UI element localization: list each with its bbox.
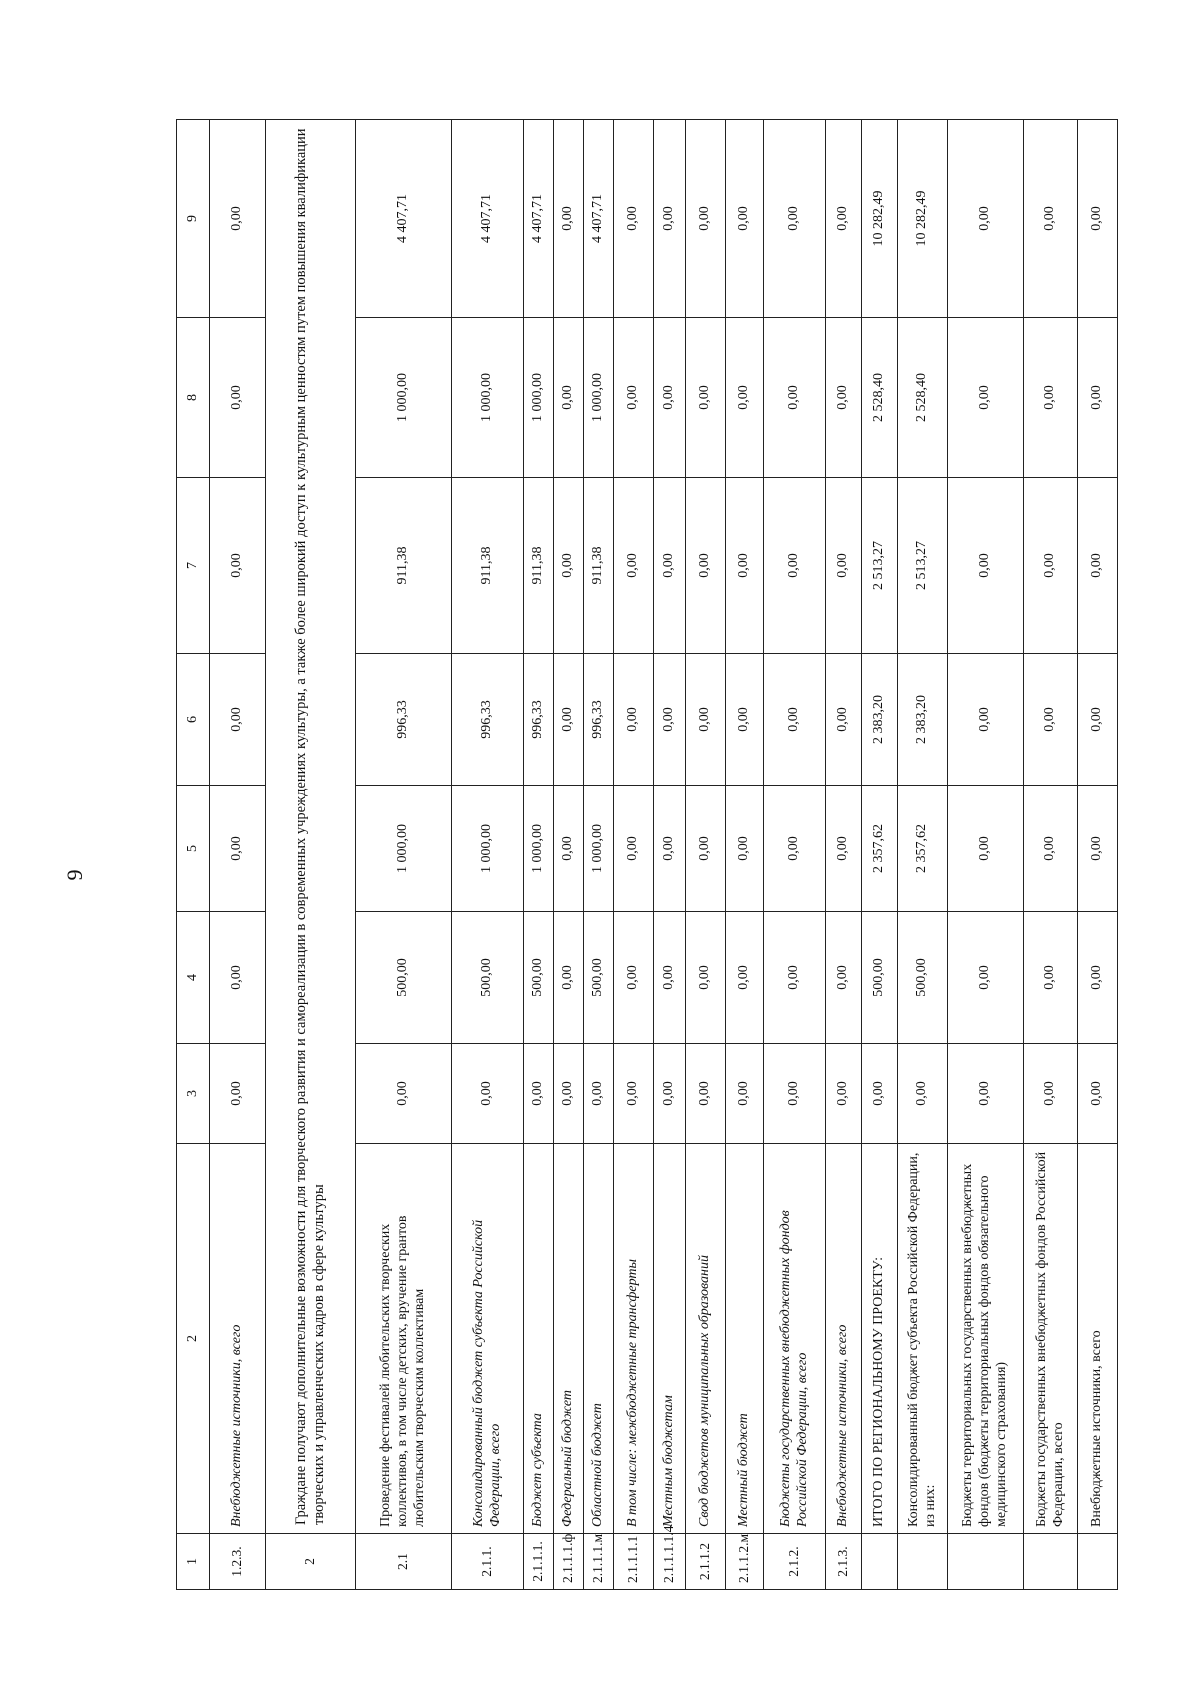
row-name: Бюджеты государственных внебюджетных фондов Российской Федерации, всего	[1024, 1144, 1078, 1534]
value-cell: 911,38	[452, 478, 524, 654]
value-cell: 1 000,00	[356, 318, 452, 478]
value-cell: 0,00	[826, 1044, 862, 1144]
row-code: 2.1.1.1.	[524, 1534, 554, 1590]
value-cell: 0,00	[726, 786, 764, 912]
value-cell: 0,00	[686, 1044, 726, 1144]
value-cell: 4 407,71	[584, 120, 614, 318]
value-cell: 0,00	[614, 478, 654, 654]
row-name: Местным бюджетам	[654, 1144, 686, 1534]
value-cell: 0,00	[210, 654, 266, 786]
row-name: Бюджеты государственных внебюджетных фондов Российской Федерации, всего	[764, 1144, 826, 1534]
value-cell: 0,00	[554, 1044, 584, 1144]
row-name: Проведение фестивалей любительских творческих коллективов, в том числе детских, вручение грантов любительским творческим коллективам	[356, 1144, 452, 1534]
value-cell: 0,00	[726, 318, 764, 478]
value-cell: 0,00	[1078, 318, 1118, 478]
row-code: 2.1	[356, 1534, 452, 1590]
value-cell: 911,38	[356, 478, 452, 654]
table-row	[356, 120, 452, 1590]
value-cell: 0,00	[826, 120, 862, 318]
header-cell: 9	[177, 120, 210, 318]
value-cell: 0,00	[614, 912, 654, 1044]
header-cell: 3	[177, 1044, 210, 1144]
table-row	[524, 120, 554, 1590]
value-cell: 0,00	[948, 318, 1024, 478]
row-code	[862, 1534, 898, 1590]
table-row	[764, 120, 826, 1590]
value-cell: 0,00	[686, 912, 726, 1044]
value-cell: 0,00	[1078, 1044, 1118, 1144]
row-code: 2.1.3.	[826, 1534, 862, 1590]
value-cell: 1 000,00	[452, 786, 524, 912]
value-cell: 2 513,27	[898, 478, 948, 654]
header-cell: 2	[177, 1144, 210, 1534]
rotated-table-container	[176, 120, 1118, 1590]
value-cell: 0,00	[210, 318, 266, 478]
value-cell: 500,00	[584, 912, 614, 1044]
value-cell: 0,00	[524, 1044, 554, 1144]
value-cell: 1 000,00	[524, 318, 554, 478]
row-code: 2.1.1.1.ф	[554, 1534, 584, 1590]
row-code: 1.2.3.	[210, 1534, 266, 1590]
value-cell: 0,00	[726, 120, 764, 318]
row-code: 2.1.1.1.1.4	[654, 1534, 686, 1590]
value-cell: 0,00	[686, 654, 726, 786]
value-cell: 996,33	[452, 654, 524, 786]
value-cell: 0,00	[554, 654, 584, 786]
value-cell: 0,00	[764, 478, 826, 654]
value-cell: 0,00	[1024, 786, 1078, 912]
row-code	[898, 1534, 948, 1590]
row-name: Консолидированный бюджет субъекта Российской Федерации, из них:	[898, 1144, 948, 1534]
value-cell: 0,00	[686, 478, 726, 654]
value-cell: 2 528,40	[898, 318, 948, 478]
value-cell: 10 282,49	[898, 120, 948, 318]
value-cell: 911,38	[584, 478, 614, 654]
value-cell: 0,00	[1024, 120, 1078, 318]
value-cell: 0,00	[764, 786, 826, 912]
row-name: Внебюджетные источники, всего	[826, 1144, 862, 1534]
header-cell: 6	[177, 654, 210, 786]
value-cell: 996,33	[524, 654, 554, 786]
value-cell: 0,00	[948, 1044, 1024, 1144]
row-code: 2.1.1.2.м	[726, 1534, 764, 1590]
value-cell: 0,00	[654, 912, 686, 1044]
value-cell: 996,33	[584, 654, 614, 786]
value-cell: 0,00	[686, 786, 726, 912]
value-cell: 0,00	[948, 912, 1024, 1044]
row-name: Областной бюджет	[584, 1144, 614, 1534]
value-cell: 0,00	[654, 120, 686, 318]
value-cell: 0,00	[726, 1044, 764, 1144]
value-cell: 0,00	[826, 478, 862, 654]
value-cell: 2 383,20	[862, 654, 898, 786]
value-cell: 0,00	[948, 120, 1024, 318]
value-cell: 2 528,40	[862, 318, 898, 478]
value-cell: 1 000,00	[452, 318, 524, 478]
row-code: 2	[266, 1534, 356, 1590]
value-cell: 0,00	[686, 120, 726, 318]
value-cell: 0,00	[1078, 654, 1118, 786]
value-cell: 1 000,00	[584, 786, 614, 912]
value-cell: 500,00	[452, 912, 524, 1044]
row-code: 2.1.1.	[452, 1534, 524, 1590]
table-row	[614, 120, 654, 1590]
value-cell: 0,00	[826, 654, 862, 786]
value-cell: 2 357,62	[898, 786, 948, 912]
value-cell: 0,00	[654, 1044, 686, 1144]
value-cell: 1 000,00	[584, 318, 614, 478]
value-cell: 0,00	[948, 654, 1024, 786]
value-cell: 0,00	[686, 318, 726, 478]
value-cell: 0,00	[356, 1044, 452, 1144]
table-row	[452, 120, 524, 1590]
value-cell: 1 000,00	[356, 786, 452, 912]
value-cell: 500,00	[524, 912, 554, 1044]
row-name: В том числе: межбюджетные трансферты	[614, 1144, 654, 1534]
value-cell: 0,00	[452, 1044, 524, 1144]
value-cell: 0,00	[764, 120, 826, 318]
row-code: 2.1.1.1.1	[614, 1534, 654, 1590]
row-name: Свод бюджетов муниципальных образований	[686, 1144, 726, 1534]
value-cell: 4 407,71	[524, 120, 554, 318]
value-cell: 500,00	[356, 912, 452, 1044]
table-body	[177, 120, 1118, 1590]
value-cell: 0,00	[210, 786, 266, 912]
page-number: 9	[62, 869, 87, 881]
table-row	[1078, 120, 1118, 1590]
value-cell: 0,00	[614, 318, 654, 478]
header-cell: 7	[177, 478, 210, 654]
value-cell: 0,00	[764, 1044, 826, 1144]
value-cell: 0,00	[1024, 1044, 1078, 1144]
value-cell: 0,00	[614, 1044, 654, 1144]
value-cell: 0,00	[654, 786, 686, 912]
row-name: Консолидированный бюджет субъекта Российской Федерации, всего	[452, 1144, 524, 1534]
value-cell: 0,00	[826, 912, 862, 1044]
value-cell: 500,00	[862, 912, 898, 1044]
row-name: Бюджеты территориальных государственных внебюджетных фондов (бюджеты территориальных фондов обязательного медицинского страхования)	[948, 1144, 1024, 1534]
section-row	[266, 120, 356, 1590]
table-row	[584, 120, 614, 1590]
value-cell: 0,00	[726, 478, 764, 654]
header-cell: 5	[177, 786, 210, 912]
value-cell: 1 000,00	[524, 786, 554, 912]
value-cell: 911,38	[524, 478, 554, 654]
value-cell: 0,00	[862, 1044, 898, 1144]
row-code	[948, 1534, 1024, 1590]
table-row	[898, 120, 948, 1590]
value-cell: 0,00	[210, 478, 266, 654]
value-cell: 4 407,71	[356, 120, 452, 318]
value-cell: 0,00	[554, 120, 584, 318]
value-cell: 0,00	[654, 318, 686, 478]
header-cell: 4	[177, 912, 210, 1044]
value-cell: 0,00	[1078, 786, 1118, 912]
table-row	[826, 120, 862, 1590]
value-cell: 0,00	[1024, 654, 1078, 786]
value-cell: 996,33	[356, 654, 452, 786]
value-cell: 0,00	[726, 912, 764, 1044]
value-cell: 0,00	[1078, 912, 1118, 1044]
row-code	[1024, 1534, 1078, 1590]
value-cell: 0,00	[614, 120, 654, 318]
header-cell: 8	[177, 318, 210, 478]
value-cell: 0,00	[554, 912, 584, 1044]
value-cell: 0,00	[614, 786, 654, 912]
value-cell: 0,00	[1024, 318, 1078, 478]
value-cell: 0,00	[764, 318, 826, 478]
row-code: 2.1.1.1.м	[584, 1534, 614, 1590]
table-row	[210, 120, 266, 1590]
table-row	[686, 120, 726, 1590]
value-cell: 0,00	[584, 1044, 614, 1144]
row-name: Местный бюджет	[726, 1144, 764, 1534]
value-cell: 0,00	[826, 786, 862, 912]
value-cell: 0,00	[1078, 478, 1118, 654]
value-cell: 0,00	[554, 318, 584, 478]
value-cell: 0,00	[210, 120, 266, 318]
section-goal: Граждане получают дополнительные возможности для творческого развития и самореализации в современных учреждениях культуры, а также более широкий доступ к культурным ценностям путем повышения квалификации творческих и управленческих кадров в сфере культуры	[266, 120, 356, 1534]
budget-table	[176, 119, 1118, 1590]
value-cell: 0,00	[1024, 478, 1078, 654]
value-cell: 2 513,27	[862, 478, 898, 654]
value-cell: 0,00	[898, 1044, 948, 1144]
row-name: Бюджет субъекта	[524, 1144, 554, 1534]
table-row	[948, 120, 1024, 1590]
value-cell: 0,00	[764, 654, 826, 786]
row-name: Внебюджетные источники, всего	[1078, 1144, 1118, 1534]
value-cell: 0,00	[764, 912, 826, 1044]
row-code: 2.1.2.	[764, 1534, 826, 1590]
value-cell: 0,00	[210, 912, 266, 1044]
row-name: ИТОГО ПО РЕГИОНАЛЬНОМУ ПРОЕКТУ:	[862, 1144, 898, 1534]
value-cell: 0,00	[554, 786, 584, 912]
header-cell: 1	[177, 1534, 210, 1590]
value-cell: 0,00	[1078, 120, 1118, 318]
table-row	[862, 120, 898, 1590]
header-row	[177, 120, 210, 1590]
value-cell: 10 282,49	[862, 120, 898, 318]
value-cell: 2 383,20	[898, 654, 948, 786]
value-cell: 0,00	[614, 654, 654, 786]
row-name: Внебюджетные источники, всего	[210, 1144, 266, 1534]
row-name: Федеральный бюджет	[554, 1144, 584, 1534]
value-cell: 2 357,62	[862, 786, 898, 912]
value-cell: 0,00	[654, 654, 686, 786]
value-cell: 0,00	[654, 478, 686, 654]
value-cell: 0,00	[554, 478, 584, 654]
table-row	[654, 120, 686, 1590]
table-row	[726, 120, 764, 1590]
row-code	[1078, 1534, 1118, 1590]
value-cell: 0,00	[726, 654, 764, 786]
value-cell: 0,00	[826, 318, 862, 478]
value-cell: 0,00	[948, 786, 1024, 912]
value-cell: 0,00	[1024, 912, 1078, 1044]
value-cell: 500,00	[898, 912, 948, 1044]
row-code: 2.1.1.2	[686, 1534, 726, 1590]
table-row	[1024, 120, 1078, 1590]
value-cell: 0,00	[210, 1044, 266, 1144]
value-cell: 4 407,71	[452, 120, 524, 318]
value-cell: 0,00	[948, 478, 1024, 654]
table-row	[554, 120, 584, 1590]
